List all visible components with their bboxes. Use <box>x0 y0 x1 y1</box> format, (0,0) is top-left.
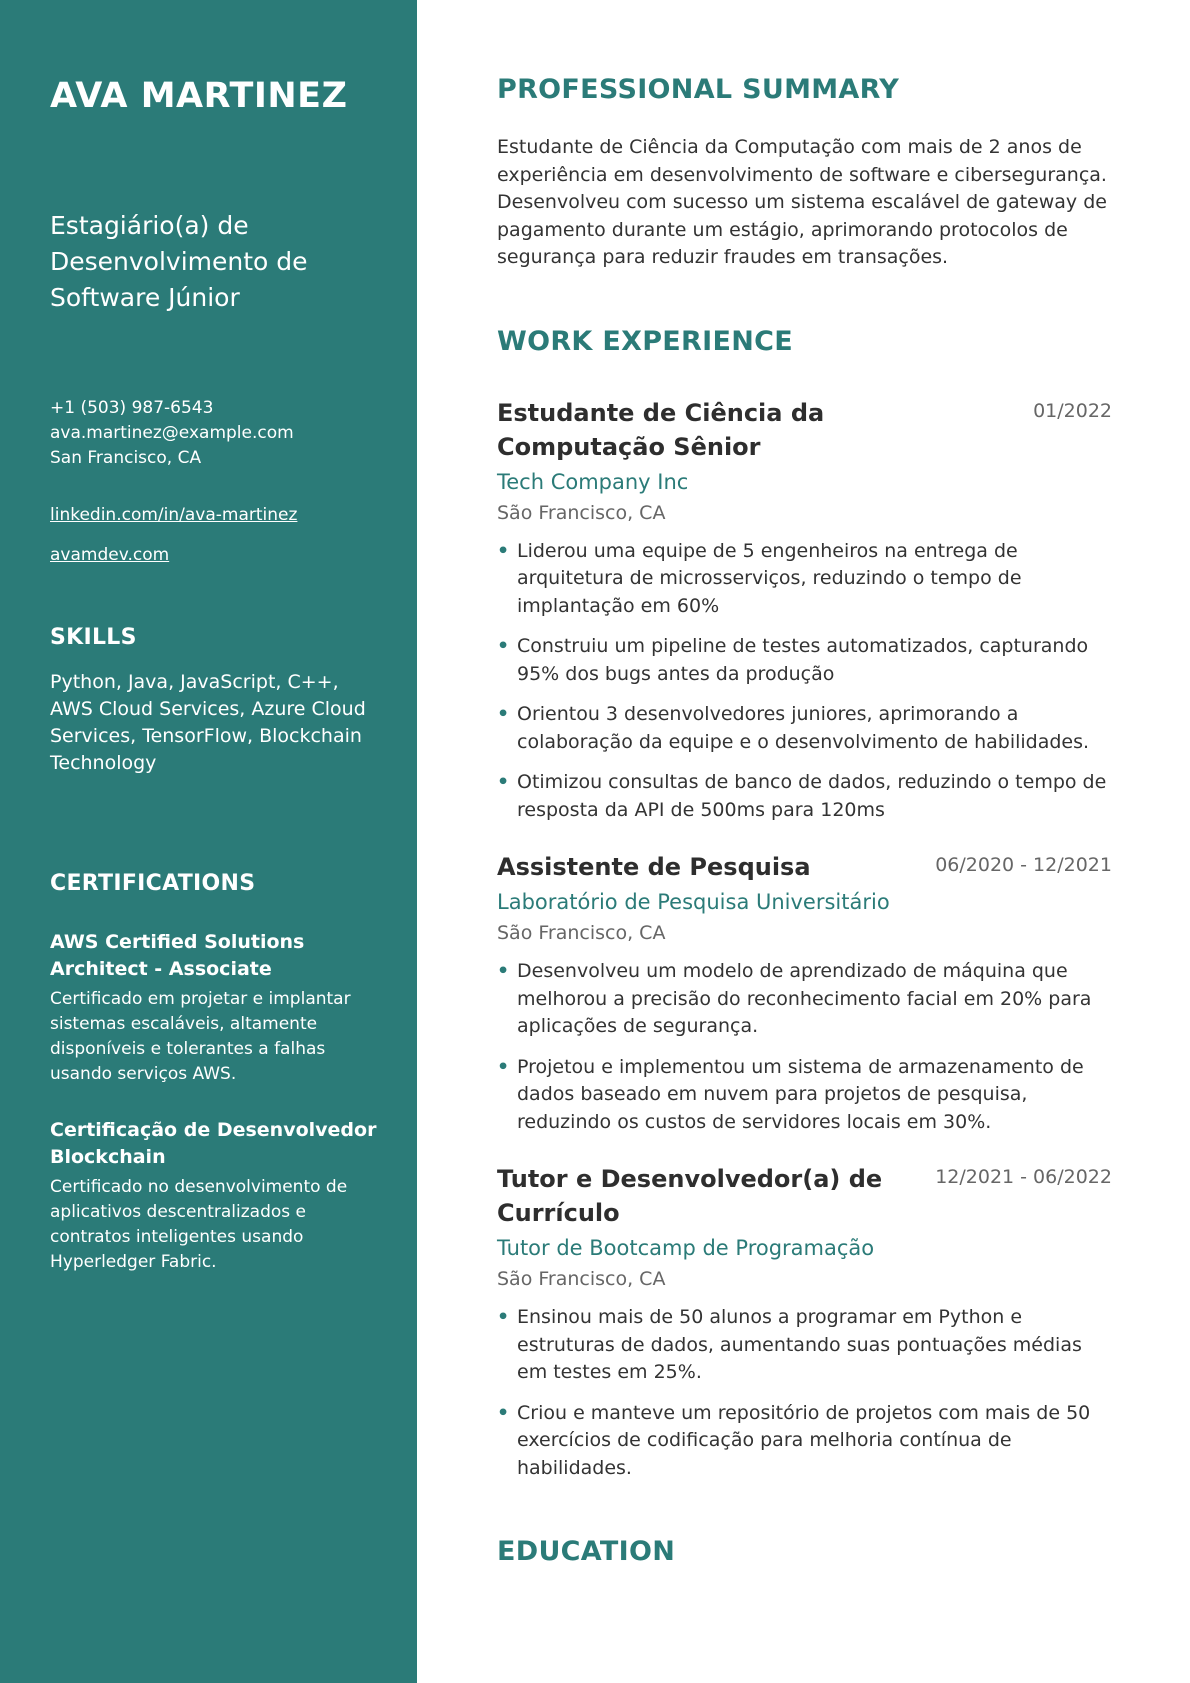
skills-list: Python, Java, JavaScript, C++, AWS Cloud Services, Azure Cloud Services, TensorFlow, Blockchain Technology <box>50 671 366 774</box>
main-content <box>497 70 1112 1572</box>
job-role: Estagiário(a) de Desenvolvimento de Software Júnior <box>50 211 308 312</box>
bullet-icon: • <box>497 1401 510 1424</box>
list-item <box>497 1304 1112 1387</box>
bullet-icon: • <box>497 703 510 725</box>
bullet-text: Liderou uma equipe de 5 engenheiros na entrega de arquitetura de microsserviços, reduzindo o tempo de implantação em 60% <box>517 539 1022 617</box>
job-bullets <box>497 958 1112 1136</box>
contact-info <box>50 396 377 471</box>
company-name: Tech Company Inc <box>497 469 689 494</box>
job-bullets <box>497 538 1112 825</box>
bullet-icon: • <box>497 539 510 562</box>
email-address: ava.martinez@example.com <box>50 423 294 443</box>
list-item <box>497 538 1112 621</box>
sidebar <box>0 0 417 1683</box>
job-location: São Francisco, CA <box>497 501 666 524</box>
job-location: São Francisco, CA <box>497 1268 666 1290</box>
bullet-icon: • <box>497 1055 510 1078</box>
certification-description: Certificado em projetar e implantar sistemas escaláveis, altamente disponíveis e tolerantes a falhas usando serviços AWS. <box>50 989 351 1084</box>
list-item <box>497 633 1112 688</box>
job-entry <box>497 1162 1112 1482</box>
job-entry <box>497 850 1112 1136</box>
job-date: 12/2021 - 06/2022 <box>935 1166 1112 1188</box>
job-bullets <box>497 1304 1112 1482</box>
bullet-icon: • <box>497 771 510 793</box>
certification-title: Certificação de Desenvolvedor Blockchain <box>50 1119 377 1168</box>
certifications-heading: CERTIFICATIONS <box>50 871 256 896</box>
bullet-text: Desenvolveu um modelo de aprendizado de máquina que melhorou a precisão do reconhecimento facial em 20% para aplicações de segurança. <box>517 960 1092 1037</box>
bullet-text: Construiu um pipeline de testes automatizados, capturando 95% dos bugs antes da produção <box>517 635 1089 685</box>
job-entry <box>497 396 1112 825</box>
summary-text: Estudante de Ciência da Computação com mais de 2 anos de experiência em desenvolvimento de software e cibersegurança. Desenvolveu com sucesso um sistema escalável de gateway de pagamento durante um estágio, aprimorando protocolos de segurança para reduzir fraudes em transações. <box>497 136 1107 268</box>
portfolio-link[interactable]: avamdev.com <box>50 545 170 565</box>
profile-links <box>50 503 377 567</box>
candidate-name: AVA MARTINEZ <box>50 76 348 116</box>
certification-item <box>50 929 377 1087</box>
bullet-text: Ensinou mais de 50 alunos a programar em Python e estruturas de dados, aumentando suas pontuações médias em testes em 25%. <box>517 1306 1082 1383</box>
job-title: Assistente de Pesquisa <box>497 853 811 881</box>
contact-location: San Francisco, CA <box>50 448 202 468</box>
company-name: Laboratório de Pesquisa Universitário <box>497 890 890 914</box>
list-item <box>497 1054 1112 1137</box>
list-item <box>497 1400 1112 1483</box>
phone-number: +1 (503) 987-6543 <box>50 398 214 418</box>
education-heading: EDUCATION <box>497 1536 676 1567</box>
certification-description: Certificado no desenvolvimento de aplicativos descentralizados e contratos inteligentes usando Hyperledger Fabric. <box>50 1177 348 1272</box>
bullet-icon: • <box>497 960 510 982</box>
job-location: São Francisco, CA <box>497 922 666 944</box>
company-name: Tutor de Bootcamp de Programação <box>497 1236 875 1260</box>
list-item <box>497 958 1112 1041</box>
bullet-text: Orientou 3 desenvolvedores juniores, aprimorando a colaboração da equipe e o desenvolvimento de habilidades. <box>517 703 1090 753</box>
job-date: 06/2020 - 12/2021 <box>935 854 1112 876</box>
bullet-text: Otimizou consultas de banco de dados, reduzindo o tempo de resposta da API de 500ms para 120ms <box>517 771 1107 821</box>
job-title: Estudante de Ciência da Computação Sênior <box>497 398 825 461</box>
work-experience-heading: WORK EXPERIENCE <box>497 325 793 357</box>
bullet-icon: • <box>497 635 510 657</box>
bullet-icon: • <box>497 1306 510 1328</box>
skills-heading: SKILLS <box>50 625 137 650</box>
bullet-text: Projetou e implementou um sistema de armazenamento de dados baseado em nuvem para projetos de pesquisa, reduzindo os custos de servidores locais em 30%. <box>517 1055 1084 1133</box>
linkedin-link[interactable]: linkedin.com/in/ava-martinez <box>50 505 298 525</box>
list-item <box>497 769 1112 824</box>
summary-heading: PROFESSIONAL SUMMARY <box>497 74 900 105</box>
job-title: Tutor e Desenvolvedor(a) de Currículo <box>497 1165 883 1227</box>
bullet-text: Criou e manteve um repositório de projetos com mais de 50 exercícios de codificação para melhoria contínua de habilidades. <box>517 1401 1091 1479</box>
certification-item <box>50 1117 377 1275</box>
job-date: 01/2022 <box>1033 399 1112 422</box>
certification-title: AWS Certified Solutions Architect - Associate <box>50 931 305 980</box>
list-item <box>497 701 1112 756</box>
